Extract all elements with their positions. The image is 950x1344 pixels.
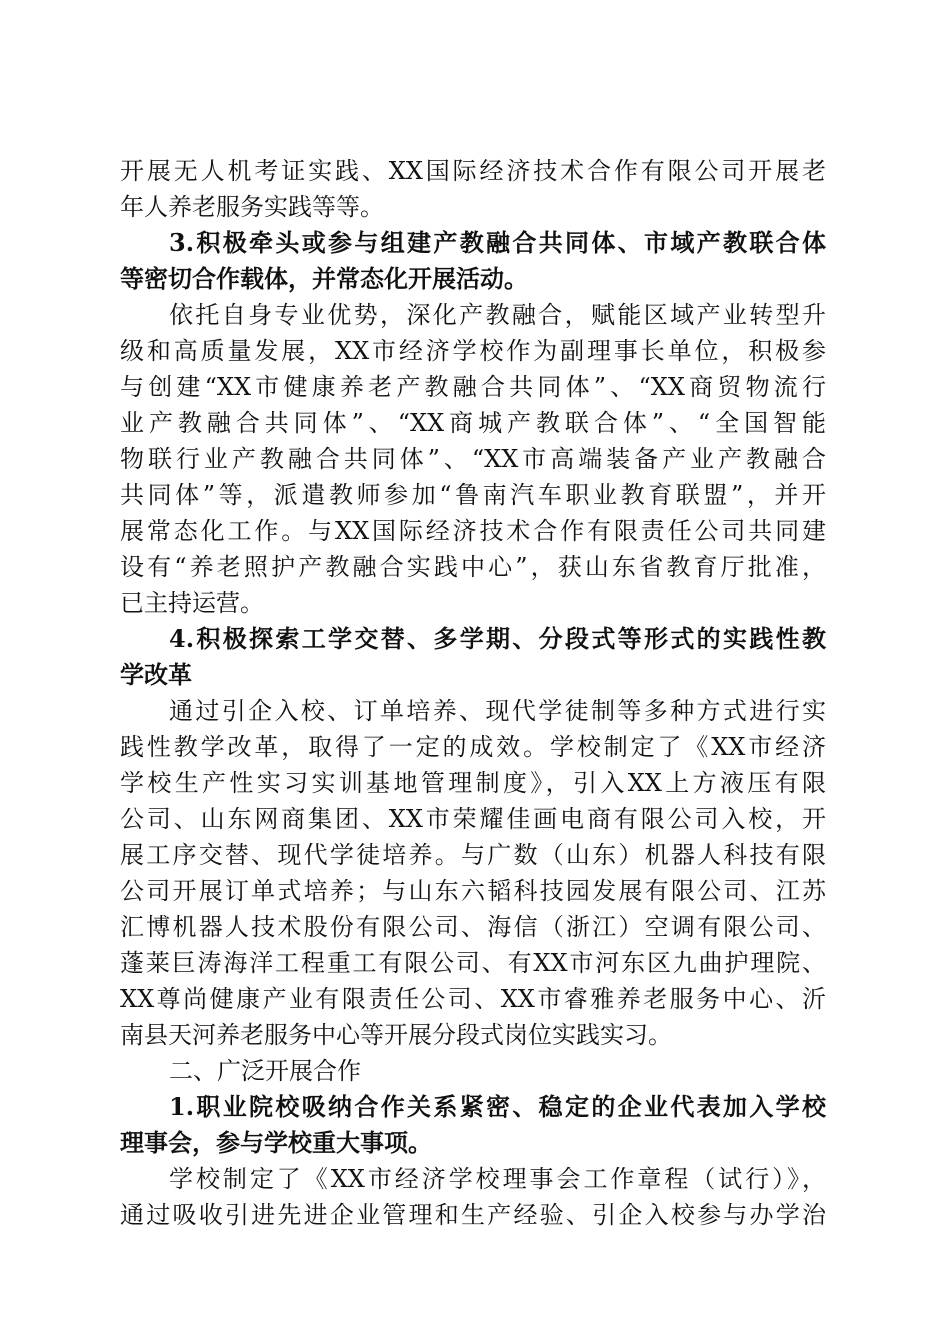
- body-text-line: 公司开展订单式培养；与山东六韬科技园发展有限公司、江苏: [120, 877, 826, 905]
- section-heading-4-cont: 学改革: [120, 660, 192, 689]
- body-text-line: 南县天河养老服务中心等开展分段式岗位实践实习。: [120, 1021, 672, 1049]
- body-text-line: 展常态化工作。与XX国际经济技术合作有限责任公司共同建: [120, 517, 826, 545]
- body-text-line: 年人养老服务实践等等。: [120, 193, 384, 221]
- body-text-line: 践性教学改革，取得了一定的成效。学校制定了《XX市经济: [120, 733, 826, 761]
- body-text-line: 业产教融合共同体”、“XX商城产教联合体”、“全国智能: [120, 409, 826, 437]
- section-heading-3-cont: 等密切合作载体，并常态化开展活动。: [120, 264, 528, 293]
- body-text-line: 物联行业产教融合共同体”、“XX市高端装备产业产教融合: [120, 445, 826, 473]
- body-text-line: 通过引企入校、订单培养、现代学徒制等多种方式进行实: [169, 697, 826, 725]
- section-heading-4: 4.积极探索工学交替、多学期、分段式等形式的实践性教: [169, 624, 826, 653]
- body-text-line: 学校制定了《XX市经济学校理事会工作章程（试行）》，: [169, 1165, 826, 1193]
- section-heading-3: 3.积极牵头或参与组建产教融合共同体、市域产教联合体: [169, 228, 826, 257]
- body-text-line: 设有“养老照护产教融合实践中心”，获山东省教育厅批准，: [120, 553, 826, 581]
- body-text-line: 通过吸收引进先进企业管理和生产经验、引企入校参与办学治: [120, 1201, 826, 1229]
- section-heading-1-cont: 理事会，参与学校重大事项。: [120, 1128, 432, 1157]
- body-text-line: XX尊尚健康产业有限责任公司、XX市睿雅养老服务中心、沂: [120, 985, 826, 1013]
- body-text-line: 级和高质量发展，XX市经济学校作为副理事长单位，积极参: [120, 337, 826, 365]
- body-text-line: 学校生产性实习实训基地管理制度》，引入XX上方液压有限: [120, 769, 826, 797]
- body-text-line: 展工序交替、现代学徒培养。与广数（山东）机器人科技有限: [120, 841, 826, 869]
- body-text-line: 与创建“XX市健康养老产教融合共同体”、“XX商贸物流行: [120, 373, 826, 401]
- body-text-line: 已主持运营。: [120, 589, 264, 617]
- body-text-line: 公司、山东网商集团、XX市荣耀佳画电商有限公司入校，开: [120, 805, 826, 833]
- section-heading-1: 1.职业院校吸纳合作关系紧密、稳定的企业代表加入学校: [169, 1092, 826, 1121]
- body-text-line: 开展无人机考证实践、XX国际经济技术合作有限公司开展老: [120, 157, 826, 185]
- body-text-line: 依托自身专业优势，深化产教融合，赋能区域产业转型升: [169, 301, 826, 329]
- chapter-heading-2: 二、广泛开展合作: [169, 1057, 361, 1085]
- body-text-line: 蓬莱巨涛海洋工程重工有限公司、有XX市河东区九曲护理院、: [120, 949, 826, 977]
- body-text-line: 共同体”等，派遣教师参加“鲁南汽车职业教育联盟”，并开: [120, 481, 826, 509]
- body-text-line: 汇博机器人技术股份有限公司、海信（浙江）空调有限公司、: [120, 913, 826, 941]
